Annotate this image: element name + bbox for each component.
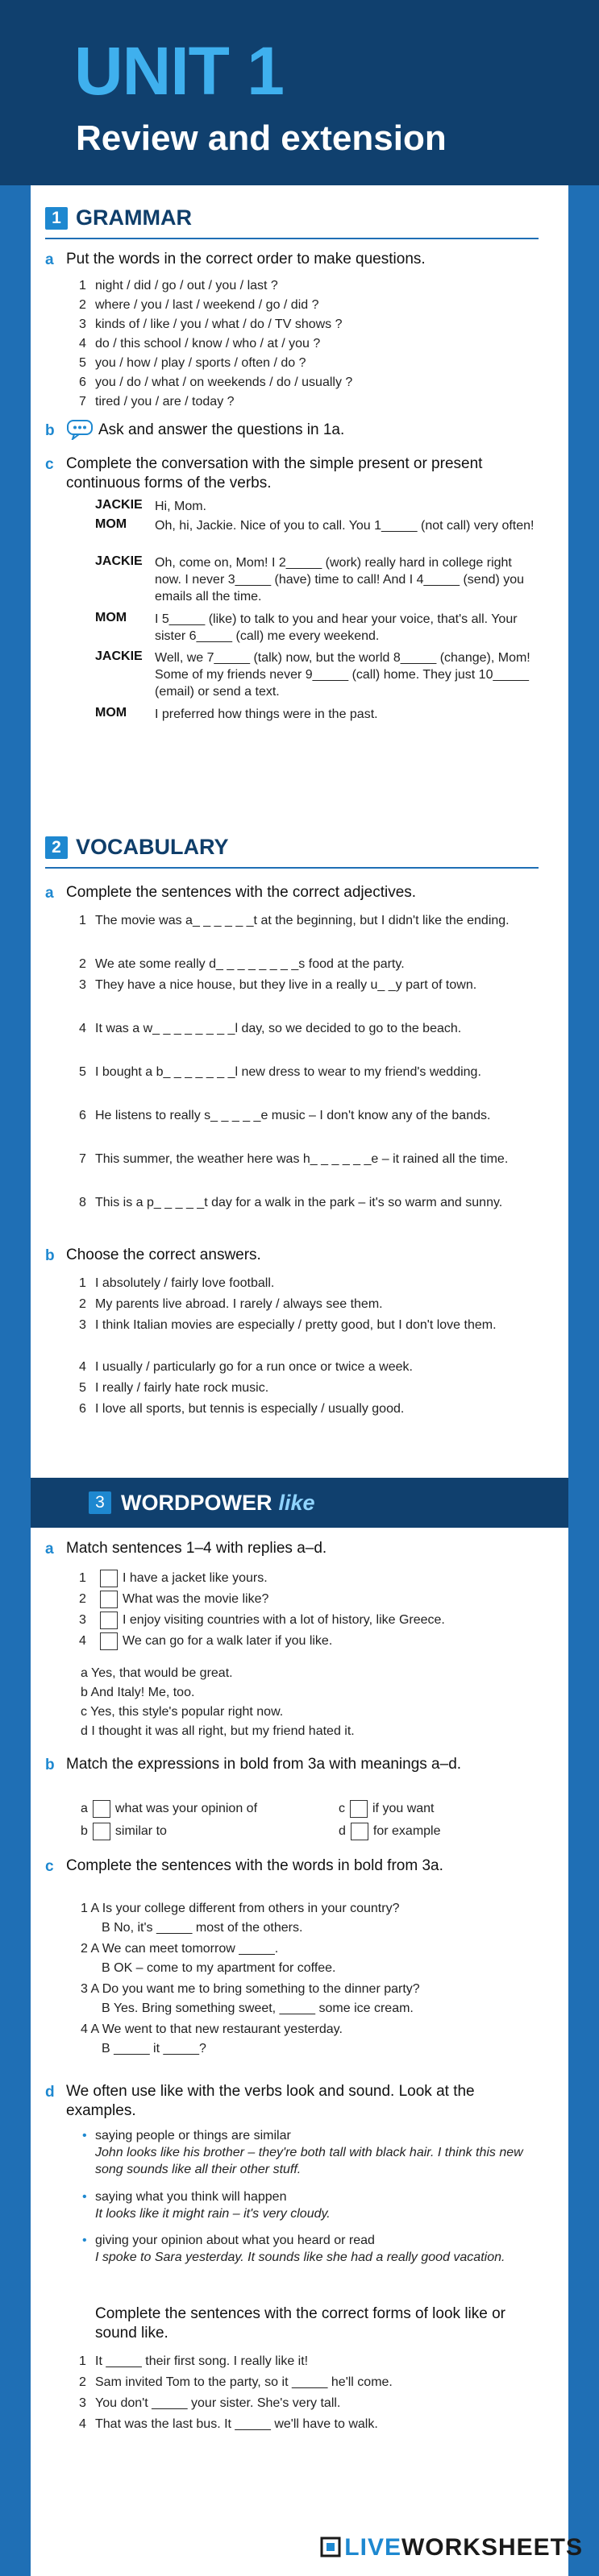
exchange-line: 4 A We went to that new restaurant yesterday. (81, 2022, 343, 2036)
list-item: 5 you / how / play / sports / often / do ? (79, 356, 306, 370)
list-item: 2 We ate some really d_ _ _ _ _ _ _ _s food at the party. (79, 957, 405, 971)
exchange-line: B No, it's _____ most of the others. (102, 1921, 303, 1935)
list-item: 1 I have a jacket like yours. (95, 1570, 543, 1587)
section-wordpower-band (31, 1478, 568, 1528)
reply-item: c Yes, this style's popular right now. (81, 1705, 284, 1719)
list-item: 2 What was the movie like? (95, 1591, 543, 1608)
dialogue-line: Well, we 7_____ (talk) now, but the world 8_____ (change), Mom! Some of my friends never 9_____ (call) home. They just 10_____ (email) or send a text. (155, 651, 530, 699)
list-item: 4 I usually / particularly go for a run once or twice a week. (79, 1360, 413, 1374)
exchange-line: B OK – come to my apartment for coffee. (102, 1961, 336, 1975)
exercise-letter: c (45, 456, 54, 473)
dialogue-line: I preferred how things were in the past. (155, 707, 378, 721)
dialogue-line: I 5_____ (like) to talk to you and hear your voice, that's all. Your sister 6_____ (call) me every weekend. (155, 612, 518, 643)
exchange-line: B Yes. Bring something sweet, _____ some ice cream. (102, 2001, 414, 2015)
answer-checkbox[interactable] (351, 1823, 368, 1840)
list-item: 5 I bought a b_ _ _ _ _ _ _l new dress to wear to my friend's wedding. (79, 1065, 481, 1079)
wordpower-c-instruction: Complete the sentences with the words in bold from 3a. (66, 1857, 443, 1874)
reply-item: a Yes, that would be great. (81, 1666, 233, 1680)
wordpower-b-instruction: Match the expressions in bold from 3a with meanings a–d. (66, 1756, 462, 1773)
dialogue-line: Hi, Mom. (155, 500, 206, 513)
section-title: VOCABULARY (76, 835, 229, 859)
section-divider (45, 867, 539, 869)
speaker-label: MOM (95, 611, 127, 624)
exchange-line: B _____ it _____? (102, 2042, 206, 2055)
answer-checkbox[interactable] (93, 1823, 110, 1840)
list-item: 6 He listens to really s_ _ _ _ _e music – I don't know any of the bands. (79, 1109, 491, 1122)
lw-logo-icon (320, 2537, 341, 2557)
answer-checkbox[interactable] (100, 1591, 118, 1608)
right-margin-bar (568, 0, 599, 2576)
list-item: 1 The movie was a_ _ _ _ _ _t at the beginning, but I didn't like the ending. (79, 914, 510, 927)
list-item: 3 You don't _____ your sister. She's very tall. (79, 2396, 341, 2410)
speaker-label: MOM (95, 706, 127, 720)
list-item: 1 It _____ their first song. I really like it! (79, 2354, 309, 2368)
exercise-letter: d (45, 2084, 55, 2101)
speaker-label: JACKIE (95, 498, 143, 512)
wordpower-d-instruction-2: Complete the sentences with the correct forms of look like or sound like. (95, 2305, 506, 2342)
section-grammar-heading (45, 205, 529, 230)
grammar-c-instruction: Complete the conversation with the simple present or present continuous forms of the verbs. (66, 455, 483, 492)
wordpower-d-instruction: We often use like with the verbs look and sound. Look at the examples. (66, 2083, 475, 2119)
section-number: 2 (45, 836, 68, 859)
list-item: 7 tired / you / are / today ? (79, 395, 235, 409)
answer-checkbox[interactable] (100, 1570, 118, 1587)
list-item: 3 I enjoy visiting countries with a lot of history, like Greece. (95, 1612, 543, 1629)
list-item: 2 My parents live abroad. I rarely / always see them. (79, 1297, 383, 1311)
wordpower-a-instruction: Match sentences 1–4 with replies a–d. (66, 1540, 327, 1557)
exercise-letter: a (45, 251, 54, 268)
exchange-line: 3 A Do you want me to bring something to the dinner party? (81, 1982, 420, 1996)
section-number: 1 (45, 207, 68, 230)
speaker-label: MOM (95, 517, 127, 531)
speaker-label: JACKIE (95, 554, 143, 568)
reply-item: d I thought it was all right, but my friend hated it. (81, 1724, 355, 1738)
list-item: 3 I think Italian movies are especially / pretty good, but I don't love them. (79, 1318, 497, 1332)
exercise-letter: b (45, 1757, 55, 1773)
list-item: 4 do / this school / know / who / at / you ? (79, 337, 321, 351)
dialogue-line: Oh, come on, Mom! I 2_____ (work) really hard in college right now. I never 3_____ (have) time to call! And I 4_____ (send) you emails all the time. (155, 556, 525, 604)
speech-bubble-icon (66, 419, 94, 440)
page-header (0, 0, 599, 185)
answer-checkbox[interactable] (100, 1612, 118, 1629)
answer-checkbox[interactable] (100, 1632, 118, 1650)
list-item: 2 Sam invited Tom to the party, so it _____ he'll come. (79, 2375, 393, 2389)
list-item: 1 night / did / go / out / you / last ? (79, 279, 278, 292)
bullet-item: • saying what you think will happen It looks like it might rain – it's very cloudy. (95, 2188, 543, 2222)
exercise-letter: c (45, 1858, 54, 1875)
grammar-b-instruction: Ask and answer the questions in 1a. (98, 421, 345, 438)
grammar-a-instruction: Put the words in the correct order to make questions. (66, 251, 426, 268)
answer-checkbox[interactable] (93, 1800, 110, 1818)
bullet-item: • giving your opinion about what you heard or read I spoke to Sara yesterday. It sounds like she had a really good vacation. (95, 2232, 543, 2266)
exercise-letter: a (45, 1541, 54, 1558)
list-item: 6 you / do / what / on weekends / do / usually ? (79, 375, 353, 389)
section-vocabulary-heading (45, 835, 529, 860)
section-title: WORDPOWER (121, 1491, 272, 1515)
list-item: 3 They have a nice house, but they live in a really u_ _y part of town. (79, 978, 477, 992)
left-margin-bar (0, 0, 31, 2576)
exercise-letter: a (45, 885, 54, 902)
section-number: 3 (89, 1491, 111, 1514)
answer-checkbox[interactable] (350, 1800, 368, 1818)
list-item: 8 This is a p_ _ _ _ _t day for a walk in the park – it's so warm and sunny. (79, 1196, 503, 1209)
unit-title: UNIT 1 (74, 33, 285, 109)
vocab-a-instruction: Complete the sentences with the correct adjectives. (66, 884, 417, 901)
section-divider (45, 238, 539, 239)
exchange-line: 1 A Is your college different from others in your country? (81, 1902, 400, 1915)
bullet-item: • saying people or things are similar John looks like his brother – they're both tall with black hair. I think this new song sounds like all their other stuff. (95, 2127, 543, 2178)
list-item: 6 I love all sports, but tennis is especially / usually good. (79, 1402, 405, 1416)
reply-item: b And Italy! Me, too. (81, 1686, 195, 1699)
list-item: 1 I absolutely / fairly love football. (79, 1276, 275, 1290)
meaning-option: b similar to (81, 1823, 282, 1840)
list-item: 5 I really / fairly hate rock music. (79, 1381, 269, 1395)
list-item: 2 where / you / last / weekend / go / did ? (79, 298, 319, 312)
liveworksheets-logo: LIVEWORKSHEETS (320, 2534, 583, 2561)
section-keyword: like (278, 1491, 315, 1515)
exercise-letter: b (45, 1247, 55, 1264)
meaning-option: d for example (339, 1823, 540, 1840)
section-title: GRAMMAR (76, 205, 192, 230)
meaning-option: a what was your opinion of (81, 1800, 282, 1818)
speaker-label: JACKIE (95, 649, 143, 663)
list-item: 4 It was a w_ _ _ _ _ _ _ _l day, so we decided to go to the beach. (79, 1022, 462, 1035)
list-item: 3 kinds of / like / you / what / do / TV shows ? (79, 317, 343, 331)
list-item: 4 That was the last bus. It _____ we'll have to walk. (79, 2417, 378, 2431)
exercise-letter: b (45, 422, 55, 439)
meaning-option: c if you want (339, 1800, 540, 1818)
list-item: 4 We can go for a walk later if you like. (95, 1632, 543, 1650)
dialogue-line: Oh, hi, Jackie. Nice of you to call. You 1_____ (not call) very often! (155, 519, 535, 533)
vocab-b-instruction: Choose the correct answers. (66, 1247, 261, 1263)
unit-subtitle: Review and extension (76, 118, 447, 158)
list-item: 7 This summer, the weather here was h_ _ _ _ _ _e – it rained all the time. (79, 1152, 509, 1166)
exchange-line: 2 A We can meet tomorrow _____. (81, 1942, 279, 1956)
